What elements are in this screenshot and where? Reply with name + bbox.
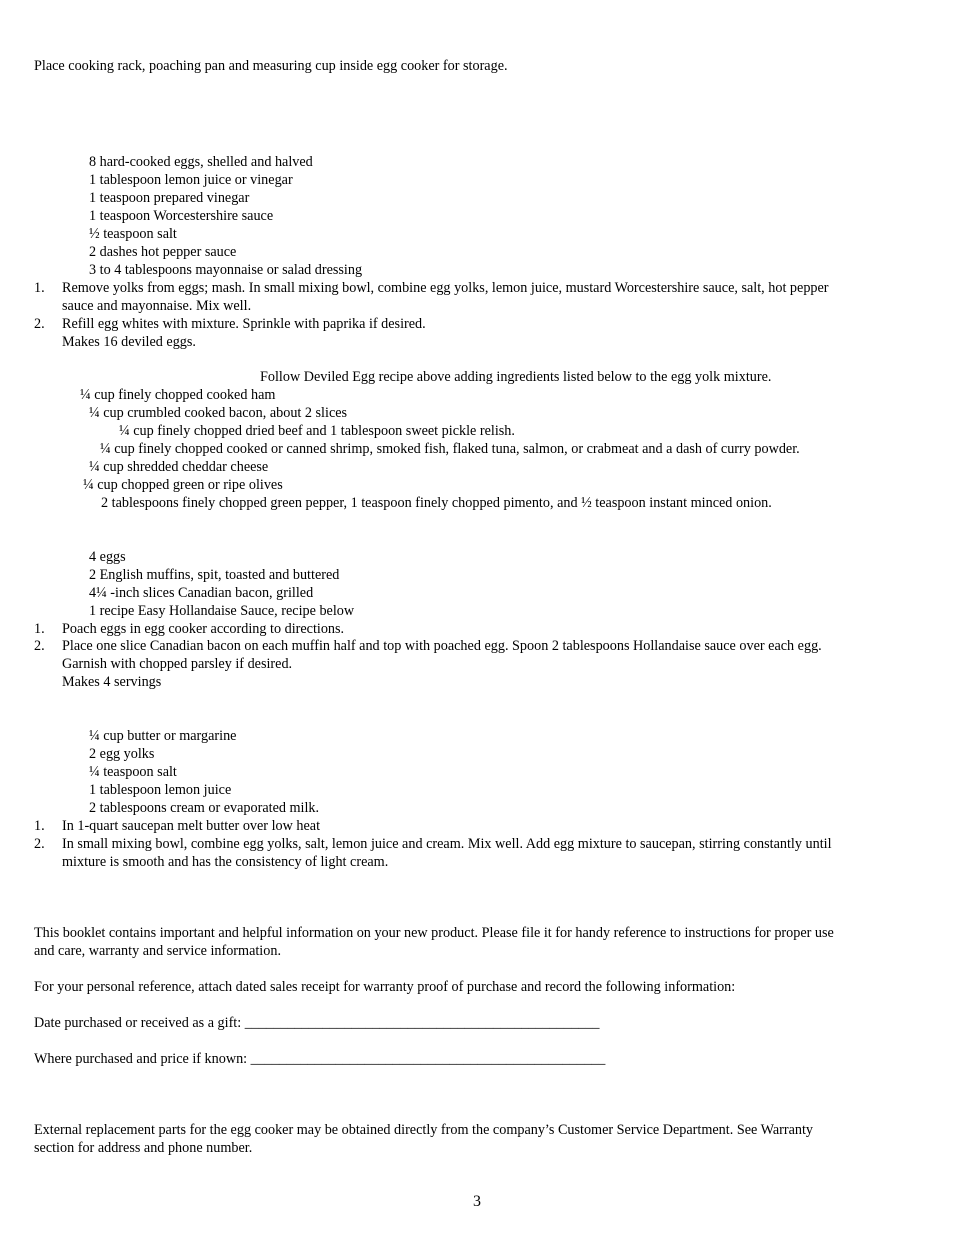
where-purchased-blank: __________________________________________________ [250, 1051, 606, 1067]
ingredient-line: 2 dashes hot pepper sauce [89, 244, 237, 260]
recipe-yield: Makes 4 servings [62, 674, 162, 690]
ingredient-line: 4¼ -inch slices Canadian bacon, grilled [89, 585, 314, 601]
page-number: 3 [473, 1193, 481, 1210]
variations-intro: Follow Deviled Egg recipe above adding ingredients listed below to the egg yolk mixture. [260, 369, 772, 385]
step-number: 1. [34, 621, 45, 637]
step-number: 1. [34, 280, 45, 296]
variation-item: ¼ cup finely chopped dried beef and 1 tablespoon sweet pickle relish. [119, 423, 515, 439]
variation-item: ¼ cup finely chopped cooked ham [80, 387, 276, 403]
ingredient-line: 1 recipe Easy Hollandaise Sauce, recipe below [89, 603, 355, 619]
step-number: 2. [34, 836, 45, 852]
ingredient-line: 1 tablespoon lemon juice [89, 782, 232, 798]
parts-paragraph: section for address and phone number. [34, 1140, 253, 1156]
ingredient-line: ¼ cup butter or margarine [89, 728, 237, 744]
date-purchased-field [34, 1014, 599, 1032]
step-text: Poach eggs in egg cooker according to directions. [62, 621, 345, 637]
ingredient-line: 2 tablespoons cream or evaporated milk. [89, 800, 320, 816]
step-number: 2. [34, 638, 45, 654]
step-text: Refill egg whites with mixture. Sprinkle with paprika if desired. [62, 316, 426, 332]
step-text: sauce and mayonnaise. Mix well. [62, 298, 252, 314]
recipe-yield: Makes 16 deviled eggs. [62, 334, 196, 350]
booklet-paragraph: and care, warranty and service information. [34, 943, 281, 959]
step-text: Remove yolks from eggs; mash. In small mixing bowl, combine egg yolks, lemon juice, mustard Worcestershire sauce, salt, hot pepper [62, 280, 829, 296]
step-number: 2. [34, 316, 45, 332]
booklet-paragraph: This booklet contains important and helpful information on your new product. Please file it for handy reference to instructions for proper use [34, 925, 834, 941]
variation-item: ¼ cup finely chopped cooked or canned shrimp, smoked fish, flaked tuna, salmon, or crabmeat and a dash of curry powder. [100, 441, 800, 457]
step-text: In small mixing bowl, combine egg yolks, salt, lemon juice and cream. Mix well. Add egg mixture to saucepan, stirring constantly until [62, 836, 832, 852]
ingredient-line: 1 teaspoon Worcestershire sauce [89, 208, 274, 224]
variation-item: 2 tablespoons finely chopped green pepper, 1 teaspoon finely chopped pimento, and ½ teaspoon instant minced onion. [101, 495, 772, 511]
ingredient-line: 1 teaspoon prepared vinegar [89, 190, 250, 206]
variation-item: ¼ cup crumbled cooked bacon, about 2 slices [89, 405, 348, 421]
date-purchased-blank: __________________________________________________ [244, 1015, 600, 1031]
ingredient-line: 4 eggs [89, 549, 126, 565]
variation-item: ¼ cup chopped green or ripe olives [83, 477, 283, 493]
ingredient-line: 2 egg yolks [89, 746, 155, 762]
step-text: Garnish with chopped parsley if desired. [62, 656, 293, 672]
where-purchased-field [34, 1050, 605, 1068]
ingredient-line: ¼ teaspoon salt [89, 764, 177, 780]
step-text: mixture is smooth and has the consistency of light cream. [62, 854, 389, 870]
step-text: In 1-quart saucepan melt butter over low heat [62, 818, 321, 834]
date-purchased-label: Date purchased or received as a gift: [34, 1015, 245, 1031]
ingredient-line: 8 hard-cooked eggs, shelled and halved [89, 154, 313, 170]
ingredient-line: ½ teaspoon salt [89, 226, 177, 242]
storage-note: Place cooking rack, poaching pan and measuring cup inside egg cooker for storage. [34, 58, 508, 74]
where-purchased-label: Where purchased and price if known: [34, 1051, 251, 1067]
step-number: 1. [34, 818, 45, 834]
ingredient-line: 1 tablespoon lemon juice or vinegar [89, 172, 293, 188]
reference-paragraph: For your personal reference, attach dated sales receipt for warranty proof of purchase and record the following information: [34, 979, 736, 995]
ingredient-line: 3 to 4 tablespoons mayonnaise or salad dressing [89, 262, 363, 278]
step-text: Place one slice Canadian bacon on each muffin half and top with poached egg. Spoon 2 tablespoons Hollandaise sauce over each egg. [62, 638, 822, 654]
ingredient-line: 2 English muffins, spit, toasted and buttered [89, 567, 340, 583]
variation-item: ¼ cup shredded cheddar cheese [89, 459, 269, 475]
parts-paragraph: External replacement parts for the egg cooker may be obtained directly from the company’s Customer Service Department. See Warranty [34, 1122, 814, 1138]
